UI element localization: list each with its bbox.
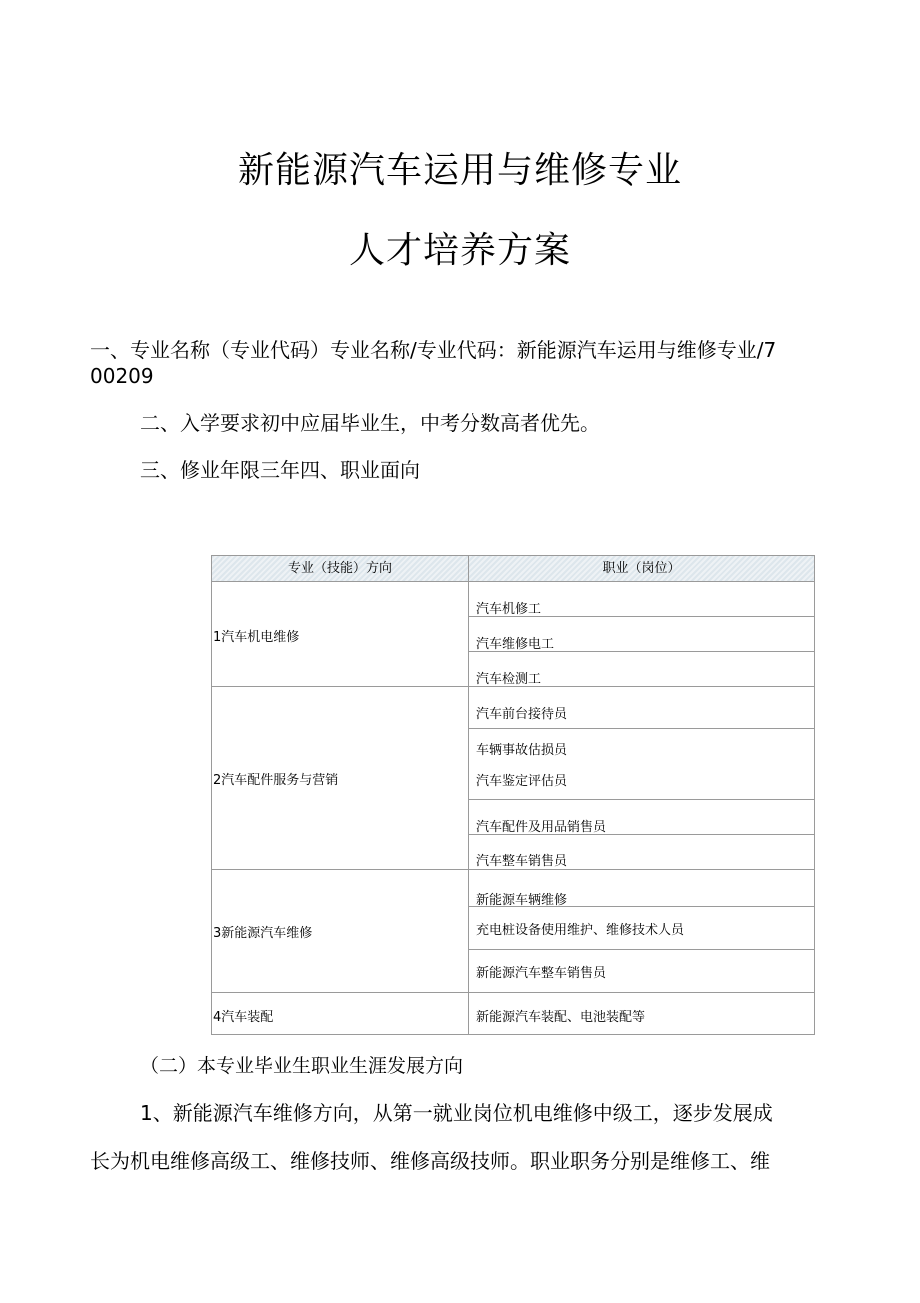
column-divider	[468, 556, 469, 1034]
job-cell: 汽车机修工	[476, 602, 542, 617]
job-cell: 汽车检测工	[476, 672, 542, 687]
career-orientation-table	[211, 555, 815, 1035]
row-divider	[212, 869, 814, 870]
section-2-heading: 二、入学要求初中应届毕业生，中考分数高者优先。	[140, 411, 600, 435]
header-job: 职业（岗位）	[602, 561, 681, 576]
direction-cell: 3新能源汽车维修	[213, 926, 313, 941]
paragraph-line: 长为机电维修高级工、维修技师、维修高级技师。职业职务分别是维修工、维	[90, 1149, 770, 1173]
section-1-heading: 一、专业名称（专业代码）专业名称/专业代码：新能源汽车运用与维修专业/7	[90, 338, 777, 362]
header-direction: 专业（技能）方向	[287, 561, 392, 576]
paragraph-line: 1、新能源汽车维修方向，从第一就业岗位机电维修中级工，逐步发展成	[140, 1101, 773, 1125]
job-cell: 汽车鉴定评估员	[476, 774, 568, 789]
subsection-heading: （二）本专业毕业生职业生涯发展方向	[140, 1055, 464, 1077]
direction-cell: 4汽车装配	[213, 1010, 274, 1025]
section-1-heading-continued: 00209	[90, 364, 154, 388]
job-cell: 新能源汽车装配、电池装配等	[476, 1010, 646, 1025]
job-cell: 充电桩设备使用维护、维修技术人员	[476, 923, 685, 938]
document-title-line-2: 人才培养方案	[348, 230, 571, 271]
job-cell: 汽车维修电工	[476, 637, 555, 652]
row-divider	[212, 992, 814, 993]
row-divider	[469, 799, 814, 800]
job-cell: 汽车整车销售员	[476, 854, 568, 869]
job-cell: 汽车前台接待员	[476, 707, 568, 722]
table-header-row	[212, 556, 814, 582]
section-3-heading: 三、修业年限三年四、职业面向	[140, 458, 420, 482]
job-cell: 汽车配件及用品销售员	[476, 820, 607, 835]
direction-cell: 1汽车机电维修	[213, 630, 300, 645]
row-divider	[469, 949, 814, 950]
document-title-line-1: 新能源汽车运用与维修专业	[237, 150, 682, 191]
row-divider	[469, 728, 814, 729]
job-cell: 新能源汽车整车销售员	[476, 966, 607, 981]
job-cell: 车辆事故估损员	[476, 743, 568, 758]
direction-cell: 2汽车配件服务与营销	[213, 773, 339, 788]
job-cell: 新能源车辆维修	[476, 893, 568, 908]
